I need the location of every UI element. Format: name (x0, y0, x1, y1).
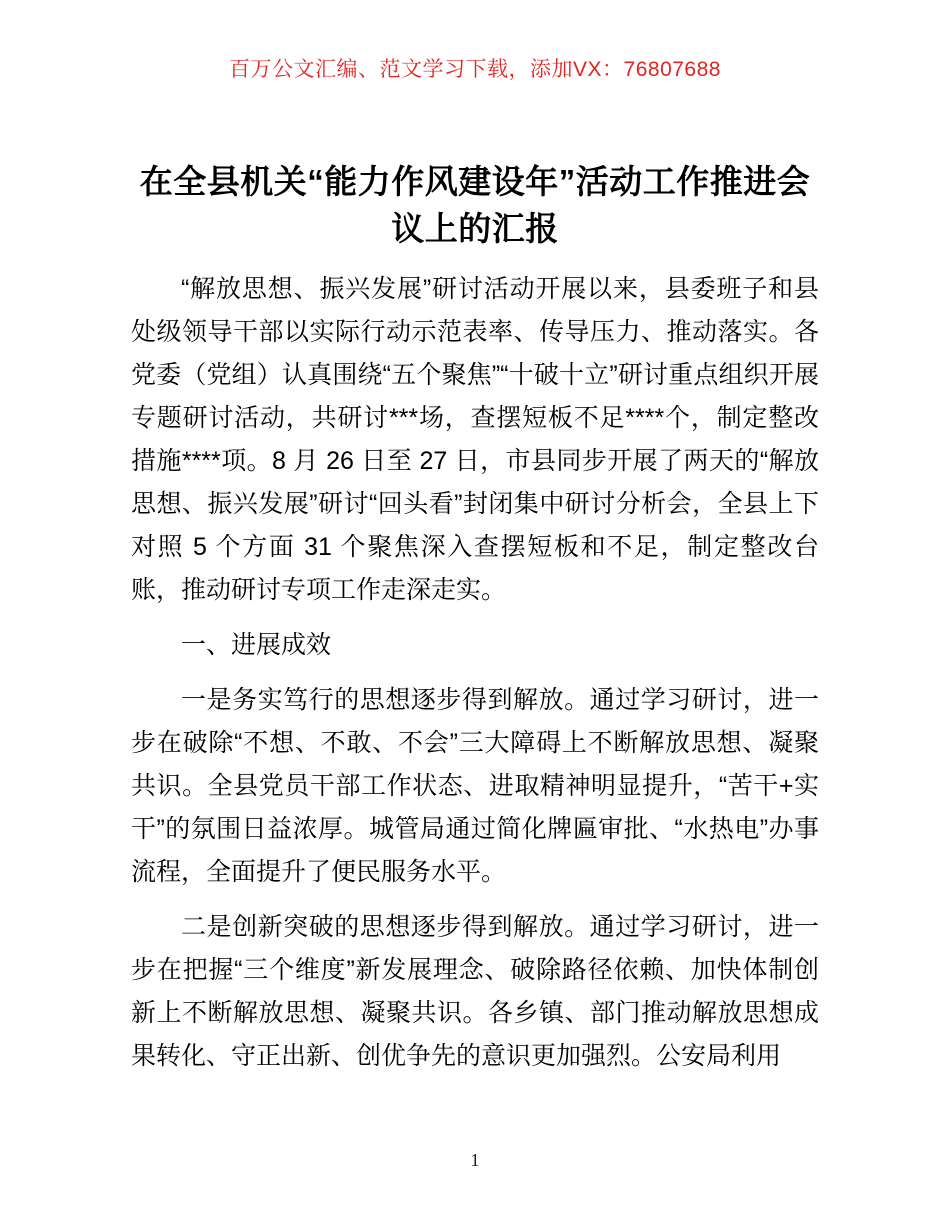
page-number: 1 (470, 1150, 480, 1170)
document-title: 在全县机关“能力作风建设年”活动工作推进会议上的汇报 (139, 163, 811, 247)
promo-header-text: 百万公文汇编、范文学习下载，添加VX：76807688 (229, 58, 721, 81)
document-body (131, 268, 819, 1090)
section-heading-progress: 一、进展成效 (181, 631, 332, 659)
paragraph-point-two: 二是创新突破的思想逐步得到解放。通过学习研讨，进一步在把握“三个维度”新发展理念、破除路径依赖、加快体制创新上不断解放思想、凝聚共识。各乡镇、部门推动解放思想成果转化、守正出新、创优争先的意识更加强烈。公安局利用 (131, 913, 819, 1070)
paragraph-intro: “解放思想、振兴发展”研讨活动开展以来，县委班子和县处级领导干部以实际行动示范表率、传导压力、推动落实。各党委（党组）认真围绕“五个聚焦”“十破十立”研讨重点组织开展专题研讨活动，共研讨***场，查摆短板不足****个，制定整改措施****项。8 月 26 日至 27 日，市县同步开展了两天的“解放思想、振兴发展”研讨“回头看”封闭集中研讨分析会，全县上下对照 5 个方面 31 个聚焦深入查摆短板和不足，制定整改台账，推动研讨专项工作走深走实。 (131, 275, 819, 604)
paragraph-point-one: 一是务实笃行的思想逐步得到解放。通过学习研讨，进一步在破除“不想、不敢、不会”三大障碍上不断解放思想、凝聚共识。全县党员干部工作状态、进取精神明显提升，“苦干+实干”的氛围日益浓厚。城管局通过简化牌匾审批、“水热电”办事流程，全面提升了便民服务水平。 (131, 686, 819, 886)
